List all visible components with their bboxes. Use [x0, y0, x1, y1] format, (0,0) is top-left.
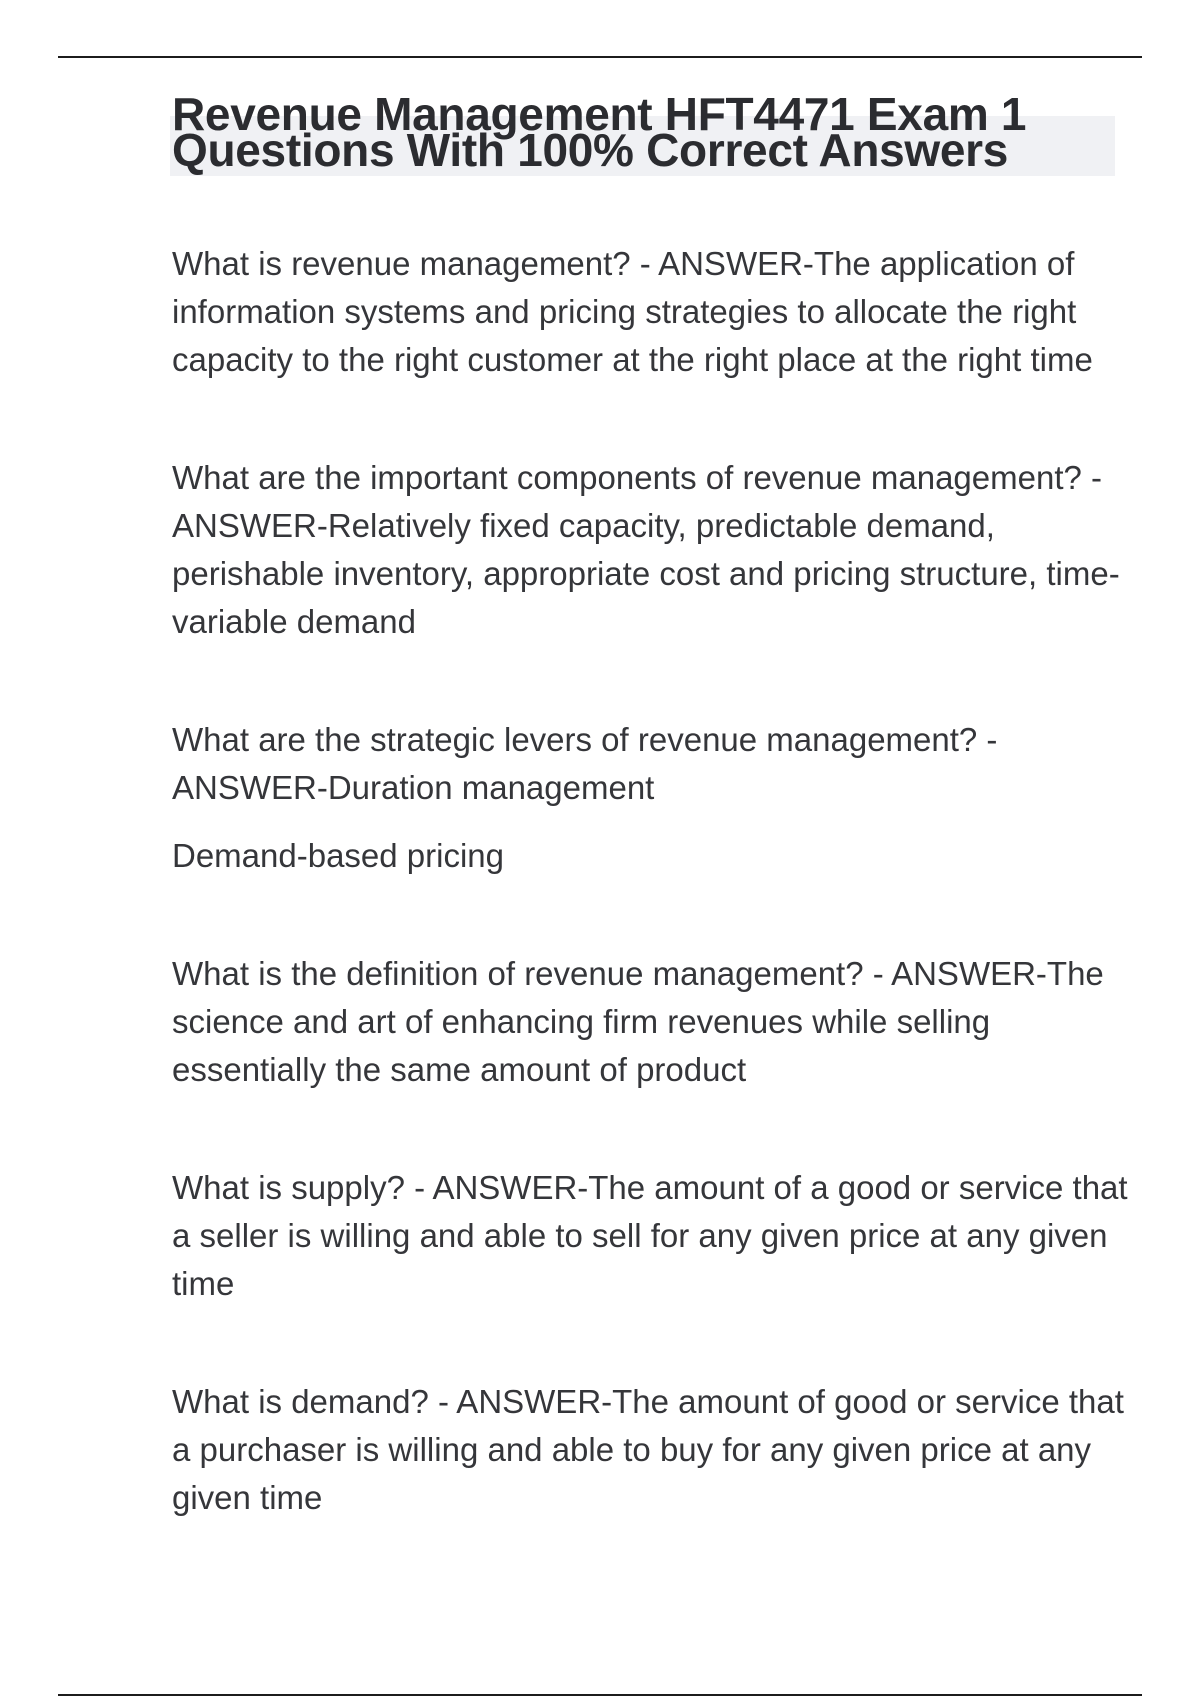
qa-list: [172, 240, 1132, 1592]
qa-text: What is revenue management? - ANSWER-The application of information systems and pricing strategies to allocate the right capacity to the right customer at the right place at the right time: [172, 245, 1093, 378]
document-title: Revenue Management HFT4471 Exam 1 Questions With 100% Correct Answers: [172, 88, 1027, 176]
qa-text: What are the strategic levers of revenue management? - ANSWER-Duration management: [172, 721, 998, 806]
qa-item: [172, 240, 1132, 384]
qa-item: [172, 1164, 1132, 1308]
qa-text: What are the important components of revenue management? - ANSWER-Relatively fixed capacity, predictable demand, perishable inventory, appropriate cost and pricing structure, time-variable demand: [172, 459, 1120, 640]
qa-text: What is supply? - ANSWER-The amount of a good or service that a seller is willing and able to sell for any given price at any given time: [172, 1169, 1128, 1302]
qa-text: What is the definition of revenue management? - ANSWER-The science and art of enhancing firm revenues while selling essentially the same amount of product: [172, 955, 1104, 1088]
qa-item: [172, 1378, 1132, 1522]
qa-text: Demand-based pricing: [172, 837, 505, 874]
qa-item: [172, 950, 1132, 1094]
top-rule: [58, 56, 1142, 58]
qa-text: What is demand? - ANSWER-The amount of good or service that a purchaser is willing and able to buy for any given price at any given time: [172, 1383, 1124, 1516]
bottom-rule: [58, 1694, 1142, 1696]
qa-item: [172, 454, 1132, 646]
qa-item: [172, 716, 1132, 880]
